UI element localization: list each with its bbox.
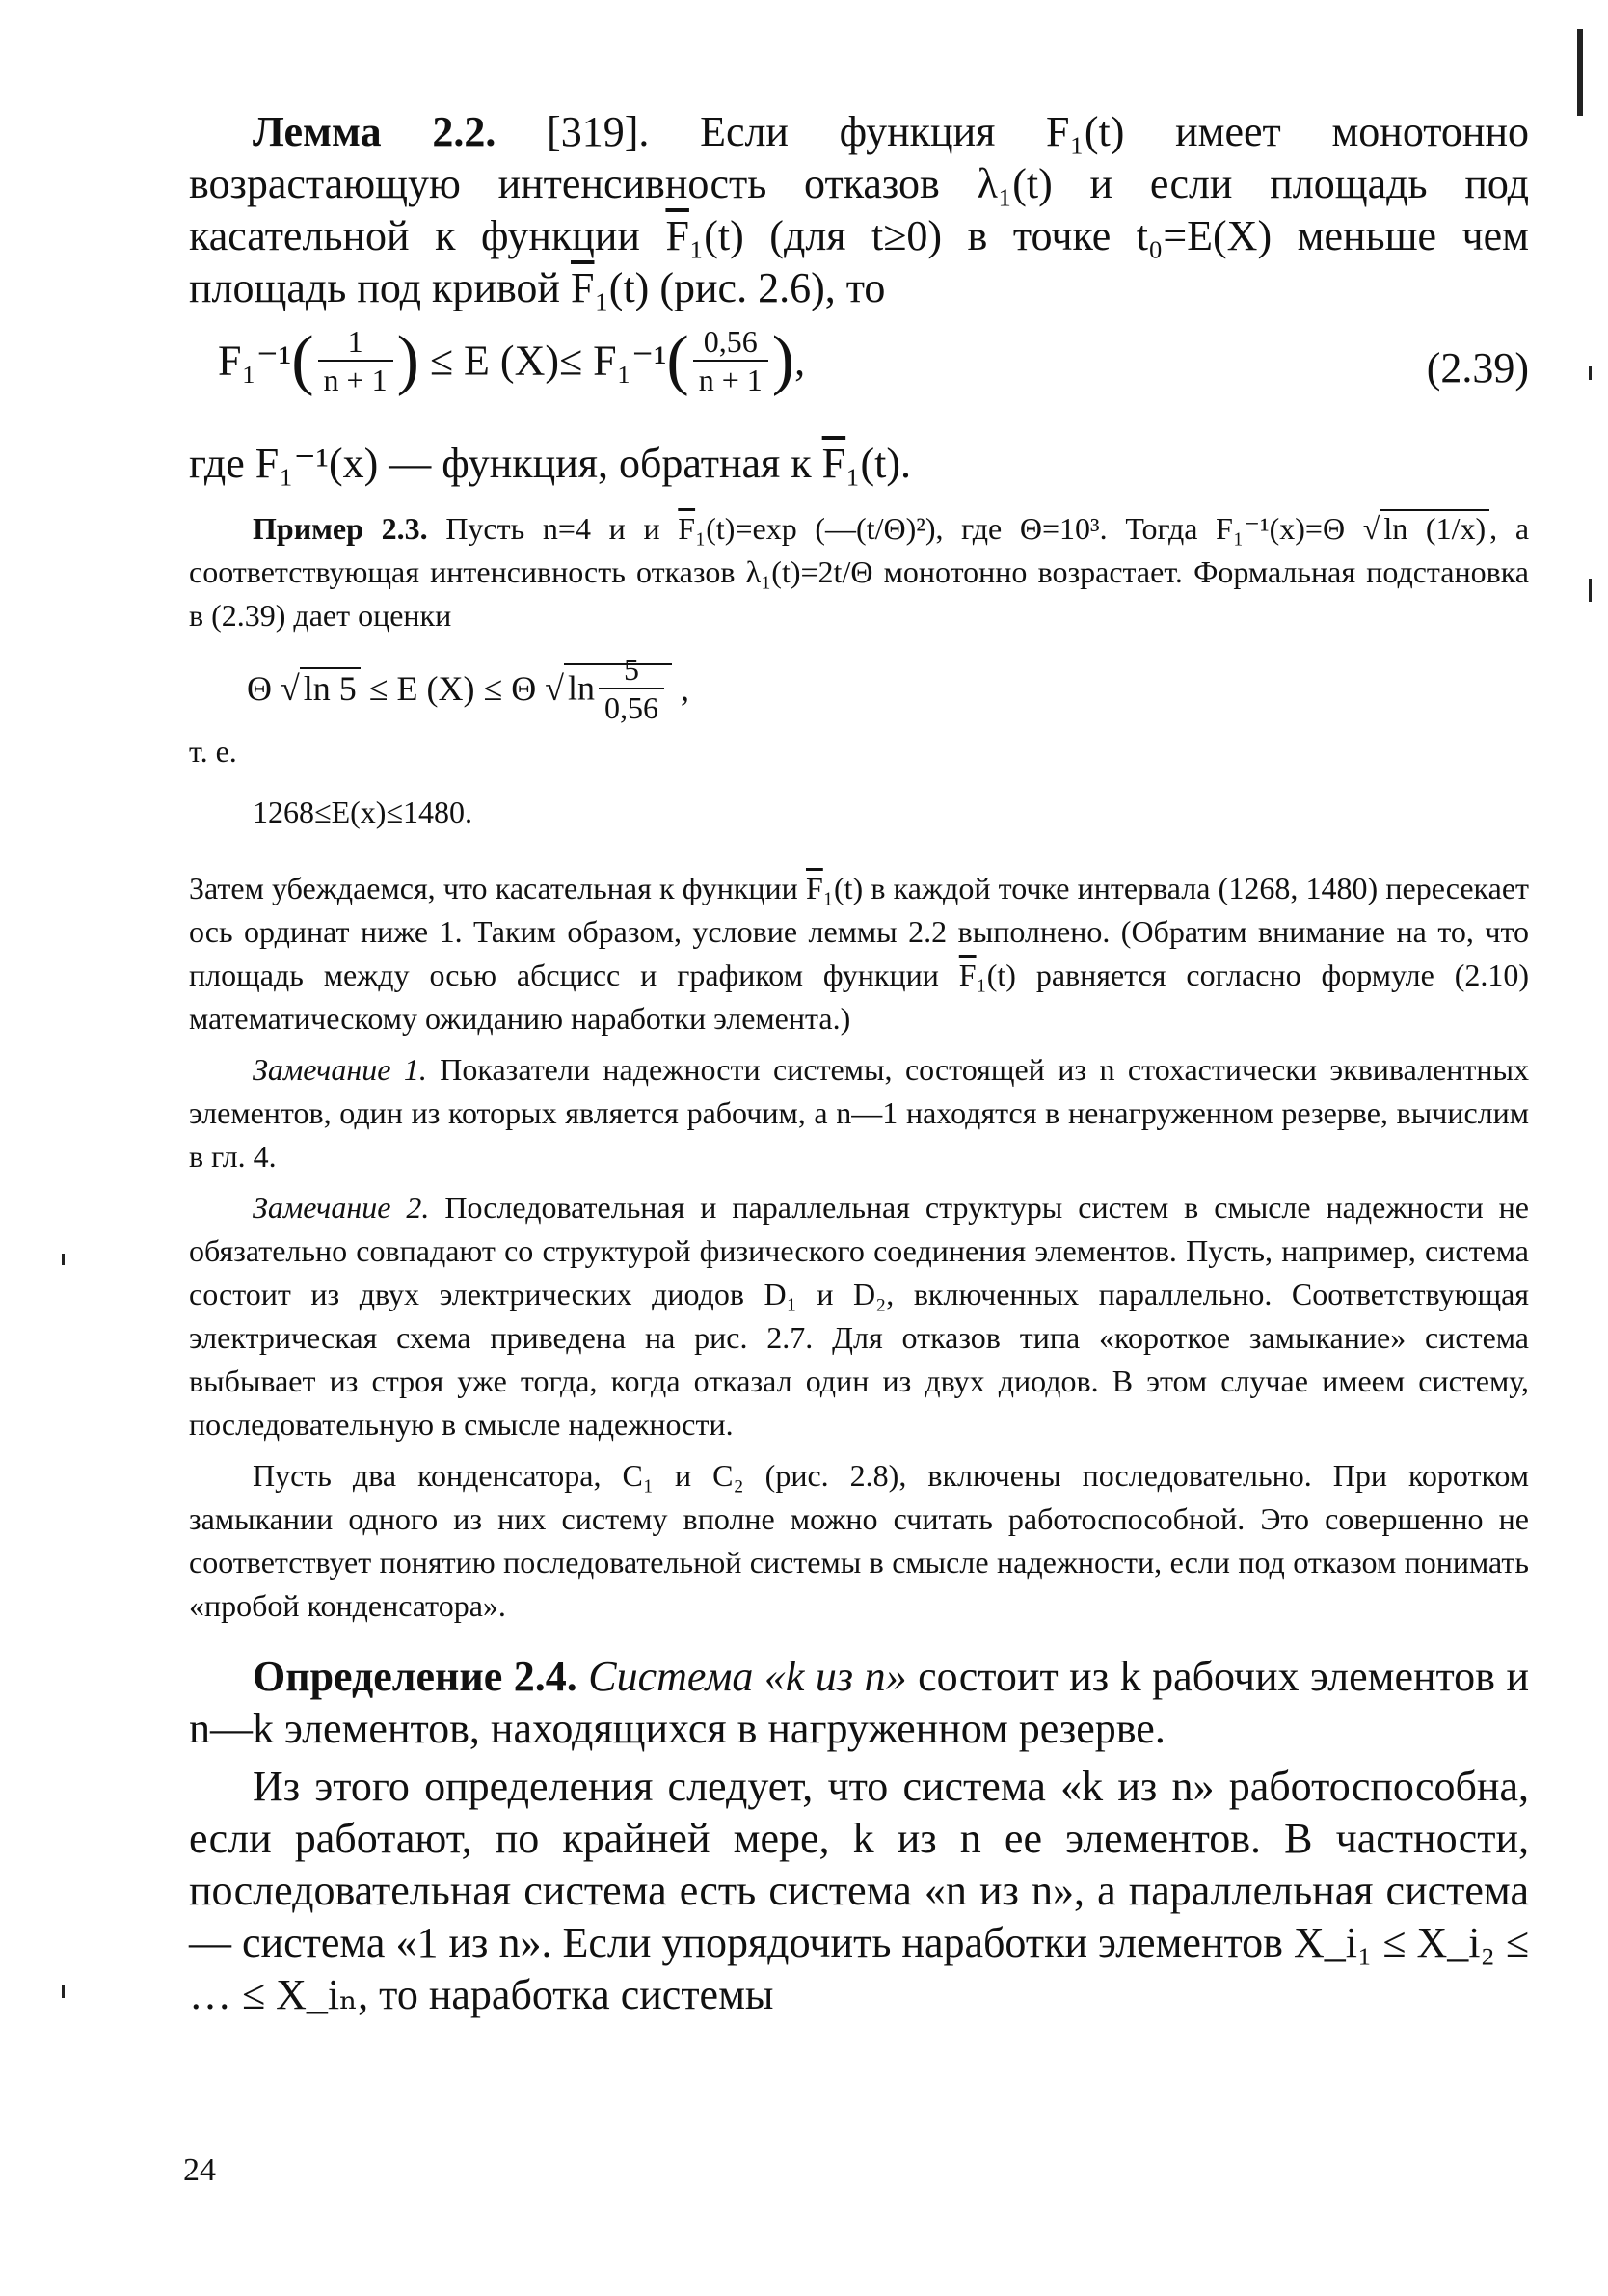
definition-2-4: Определение 2.4. Система «k из n» состоит из k рабочих элементов и n—k элементов, находящихся в нагруженном резерве. [189, 1653, 1529, 1752]
example-heading: Пример 2.3. [253, 511, 428, 546]
scan-mark [1589, 366, 1592, 380]
page-number: 24 [183, 2152, 216, 2188]
definition-heading: Определение 2.4. [253, 1653, 577, 1700]
range-result: 1268≤E(x)≤1480. [253, 795, 472, 829]
scan-mark [62, 1254, 65, 1265]
remark-1: Замечание 1. Показатели надежности системы, состоящей из n стохастически эквивалентных элементов, один из которых является рабочим, а n—1 находятся в ненагруженном резерве, вычислим в гл. 4. [189, 1052, 1529, 1174]
lemma-2-2: Лемма 2.2. [319]. Если функция F₁(t) имеет монотонно возрастающую интенсивность отказов λ₁(t) и если площадь под касательной к функции $\overline{F}_1(t)$ (для t≥0) в точке t₀=E(X) меньше чем площадь под кривой $\overline{F}_1(t)$ (рис. 2.6), то [189, 108, 1530, 311]
equation-2-39: F₁⁻¹( $\frac{1}{n + 1}$ ) ≤ E (X)≤ F₁⁻¹( $\frac{0,56}{n + 1}$ ), (2.39) [218, 323, 1529, 397]
fraction-1: $\frac{1}{n + 1}$ [318, 323, 393, 398]
remark-1-heading: Замечание 1. [253, 1052, 427, 1087]
te-label: т. е. [189, 734, 237, 769]
page-body [189, 106, 1529, 2021]
estimate-formula: Θ √ ln 5 ≤ E (X) ≤ Θ √ ln $\frac{5}{0,56}$ , [247, 652, 690, 725]
scan-mark [62, 1985, 65, 1998]
fraction-3: $\frac{5}{0,56}$ [599, 651, 664, 726]
remark-2-heading: Замечание 2. [253, 1190, 430, 1225]
tangent-paragraph: Затем убеждаемся, что касательная к функции $\overline{F}_1(t)$ в каждой точке интервала (1268, 1480) пересекает ось ординат ниже 1. Таким образом, условие леммы 2.2 выполнено. (Обратим внимание на то, что площадь между осью абсцисс и графиком функции $\overline{F}_1(t)$ равняется согласно формуле (2.10) математическому ожиданию наработки элемента.) [189, 871, 1530, 1036]
inverse-function-line: где F₁⁻¹(x) — функция, обратная к $\overline{F}_1(t)$. [189, 440, 912, 487]
remark-2: Замечание 2. Последовательная и параллельная структуры систем в смысле надежности не обязательно совпадают со структурой физического соединения элементов. Пусть, например, система состоит из двух электрических диодов D₁ и D₂, включенных параллельно. Соответствующая электрическая схема приведена на рис. 2.7. Для отказов типа «короткое замыкание» система выбывает из строя уже тогда, когда отказал один из двух диодов. В этом случае имеем систему, последовательную в смысле надежности. [189, 1190, 1529, 1442]
equation-number: (2.39) [1426, 344, 1529, 392]
sqrt-radicand: ln $\frac{5}{0,56}$ [564, 663, 672, 704]
final-paragraph: Из этого определения следует, что система «k из n» работоспособна, если работают, по крайней мере, k из n ее элементов. В частности, последовательная система есть система «n из n», а параллельная система — система «1 из n». Если упорядочить наработки элементов X_i₁ ≤ X_i₂ ≤ … ≤ X_iₙ, то наработка системы [189, 1763, 1529, 2018]
lemma-heading: Лемма 2.2. [253, 108, 496, 155]
fraction-2: $\frac{0,56}{n + 1}$ [693, 323, 768, 398]
scan-mark [1589, 579, 1592, 602]
scan-mark [1577, 29, 1583, 116]
example-2-3: Пример 2.3. Пусть n=4 и и $\overline{F}_1(t)=\exp$ (—(t/Θ)²), где Θ=10³. Тогда F₁⁻¹(x)=Θ √ ln (1/x) , а соответствующая интенсивность отказов λ₁(t)=2t/Θ монотонно возрастает. Формальная подстановка в (2.39) дает оценки [189, 511, 1530, 633]
capacitor-paragraph: Пусть два конденсатора, C₁ и C₂ (рис. 2.8), включены последовательно. При коротком замыкании одного из них систему вполне можно считать работоспособной. Это совершенно не соответствует понятию последовательной системы в смысле надежности, если под отказом понимать «пробой конденсатора». [189, 1458, 1529, 1623]
